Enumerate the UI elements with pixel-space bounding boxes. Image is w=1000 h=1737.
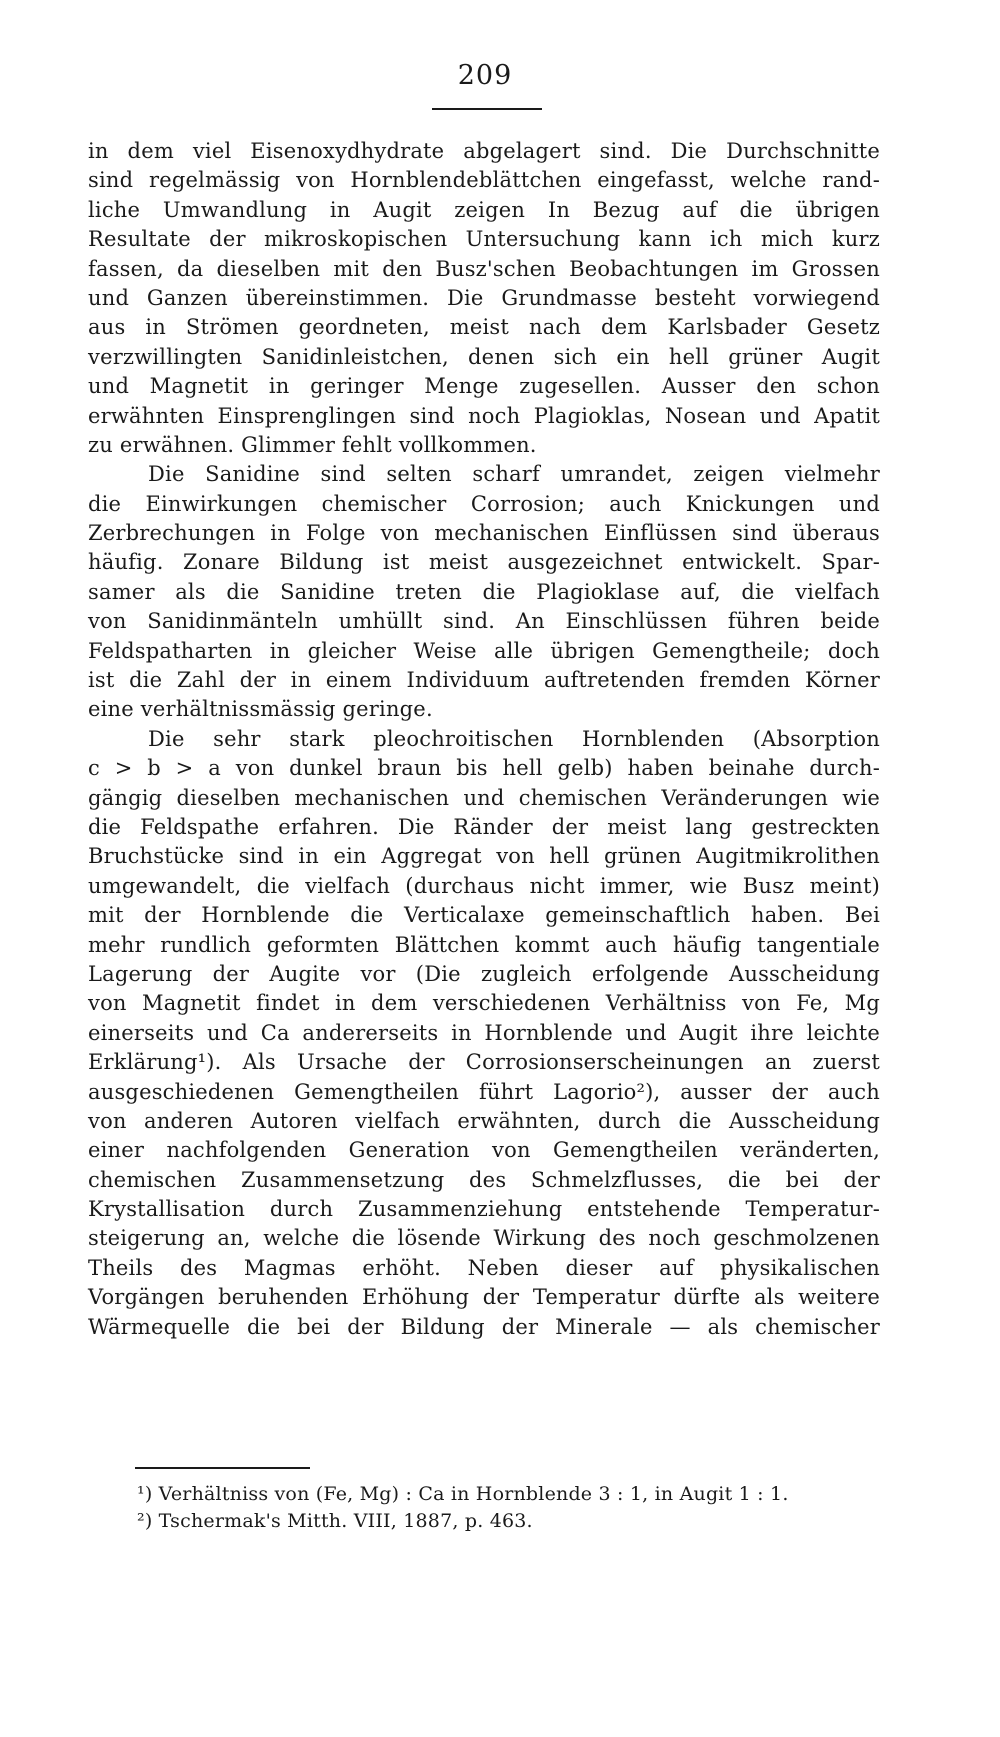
text-line: von Sanidinmänteln umhüllt sind. An Einschlüssen führen beide — [88, 609, 880, 634]
text-line: Wärmequelle die bei der Bildung der Minerale — als chemischer — [88, 1314, 880, 1339]
text-line: von Magnetit findet in dem verschiedenen Verhältniss von Fe, Mg — [88, 991, 880, 1016]
text-line: eine verhältnissmässig geringe. — [88, 697, 433, 722]
text-line: Theils des Magmas erhöht. Neben dieser auf physikalischen — [88, 1255, 880, 1280]
text-line: zu erwähnen. Glimmer fehlt vollkommen. — [88, 432, 537, 457]
text-line: liche Umwandlung in Augit zeigen In Bezug auf die übrigen — [88, 197, 880, 222]
paragraph — [88, 137, 880, 460]
footnote-rule — [135, 1467, 310, 1469]
text-line: aus in Strömen geordneten, meist nach dem Karlsbader Gesetz — [88, 315, 880, 340]
page-number-rule — [432, 108, 542, 110]
footnote-2: ²) Tschermak's Mitth. VIII, 1887, p. 463. — [137, 1510, 533, 1532]
text-line: ausgeschiedenen Gemengtheilen führt Lagorio²), ausser der auch — [88, 1079, 880, 1104]
text-line: gängig dieselben mechanischen und chemischen Veränderungen wie — [88, 785, 880, 810]
text-line: samer als die Sanidine treten die Plagioklase auf, die vielfach — [88, 579, 880, 604]
page-number: 209 — [457, 60, 513, 91]
text-line: mit der Hornblende die Verticalaxe gemeinschaftlich haben. Bei — [88, 903, 880, 928]
text-line: Vorgängen beruhenden Erhöhung der Temperatur dürfte als weitere — [88, 1285, 880, 1310]
paragraph — [88, 725, 880, 1342]
text-line: ist die Zahl der in einem Individuum auftretenden fremden Körner — [88, 668, 880, 693]
text-line: in dem viel Eisenoxydhydrate abgelagert sind. Die Durchschnitte — [88, 139, 880, 163]
text-line: umgewandelt, die vielfach (durchaus nicht immer, wie Busz meint) — [88, 873, 880, 898]
text-line: Erklärung¹). Als Ursache der Corrosionserscheinungen an zuerst — [88, 1050, 880, 1075]
text-line: erwähnten Einsprenglingen sind noch Plagioklas, Nosean und Apatit — [88, 403, 880, 428]
text-line: Krystallisation durch Zusammenziehung entstehende Temperatur- — [88, 1197, 880, 1222]
text-line: Zerbrechungen in Folge von mechanischen Einflüssen sind überaus — [88, 521, 880, 546]
text-line: fassen, da dieselben mit den Busz'schen Beobachtungen im Grossen — [88, 256, 880, 281]
text-line: die Einwirkungen chemischer Corrosion; auch Knickungen und — [88, 491, 880, 516]
text-line: Lagerung der Augite vor (Die zugleich erfolgende Ausscheidung — [88, 961, 880, 986]
text-line: Feldspatharten in gleicher Weise alle übrigen Gemengtheile; doch — [88, 638, 880, 663]
text-line: mehr rundlich geformten Blättchen kommt auch häufig tangentiale — [88, 932, 880, 957]
text-line: häufig. Zonare Bildung ist meist ausgezeichnet entwickelt. Spar- — [88, 550, 880, 575]
text-line: und Magnetit in geringer Menge zugesellen. Ausser den schon — [88, 374, 880, 399]
text-line: verzwillingten Sanidinleistchen, denen sich ein hell grüner Augit — [88, 344, 880, 369]
text-line: Resultate der mikroskopischen Untersuchung kann ich mich kurz — [88, 227, 880, 252]
body-text — [88, 137, 880, 1342]
text-line: und Ganzen übereinstimmen. Die Grundmasse besteht vorwiegend — [88, 285, 880, 310]
footnote-1: ¹) Verhältniss von (Fe, Mg) : Ca in Hornblende 3 : 1, in Augit 1 : 1. — [137, 1483, 789, 1505]
text-line: Die sehr stark pleochroitischen Hornblenden (Absorption — [148, 726, 880, 751]
text-line: steigerung an, welche die lösende Wirkung des noch geschmolzenen — [88, 1226, 880, 1251]
text-line: einerseits und Ca andererseits in Hornblende und Augit ihre leichte — [88, 1020, 880, 1045]
text-line: von anderen Autoren vielfach erwähnten, durch die Ausscheidung — [88, 1108, 880, 1133]
text-line: sind regelmässig von Hornblendeblättchen eingefasst, welche rand- — [88, 168, 880, 193]
text-line: Bruchstücke sind in ein Aggregat von hell grünen Augitmikrolithen — [88, 844, 880, 869]
footnotes — [137, 1481, 882, 1535]
paragraph — [88, 460, 880, 725]
text-line: c > b > a von dunkel braun bis hell gelb) haben beinahe durch- — [88, 756, 880, 781]
text-line: die Feldspathe erfahren. Die Ränder der meist lang gestreckten — [88, 814, 880, 839]
text-line: chemischen Zusammensetzung des Schmelzflusses, die bei der — [88, 1167, 880, 1192]
text-line: Die Sanidine sind selten scharf umrandet, zeigen vielmehr — [148, 462, 880, 487]
text-line: einer nachfolgenden Generation von Gemengtheilen veränderten, — [88, 1138, 880, 1163]
